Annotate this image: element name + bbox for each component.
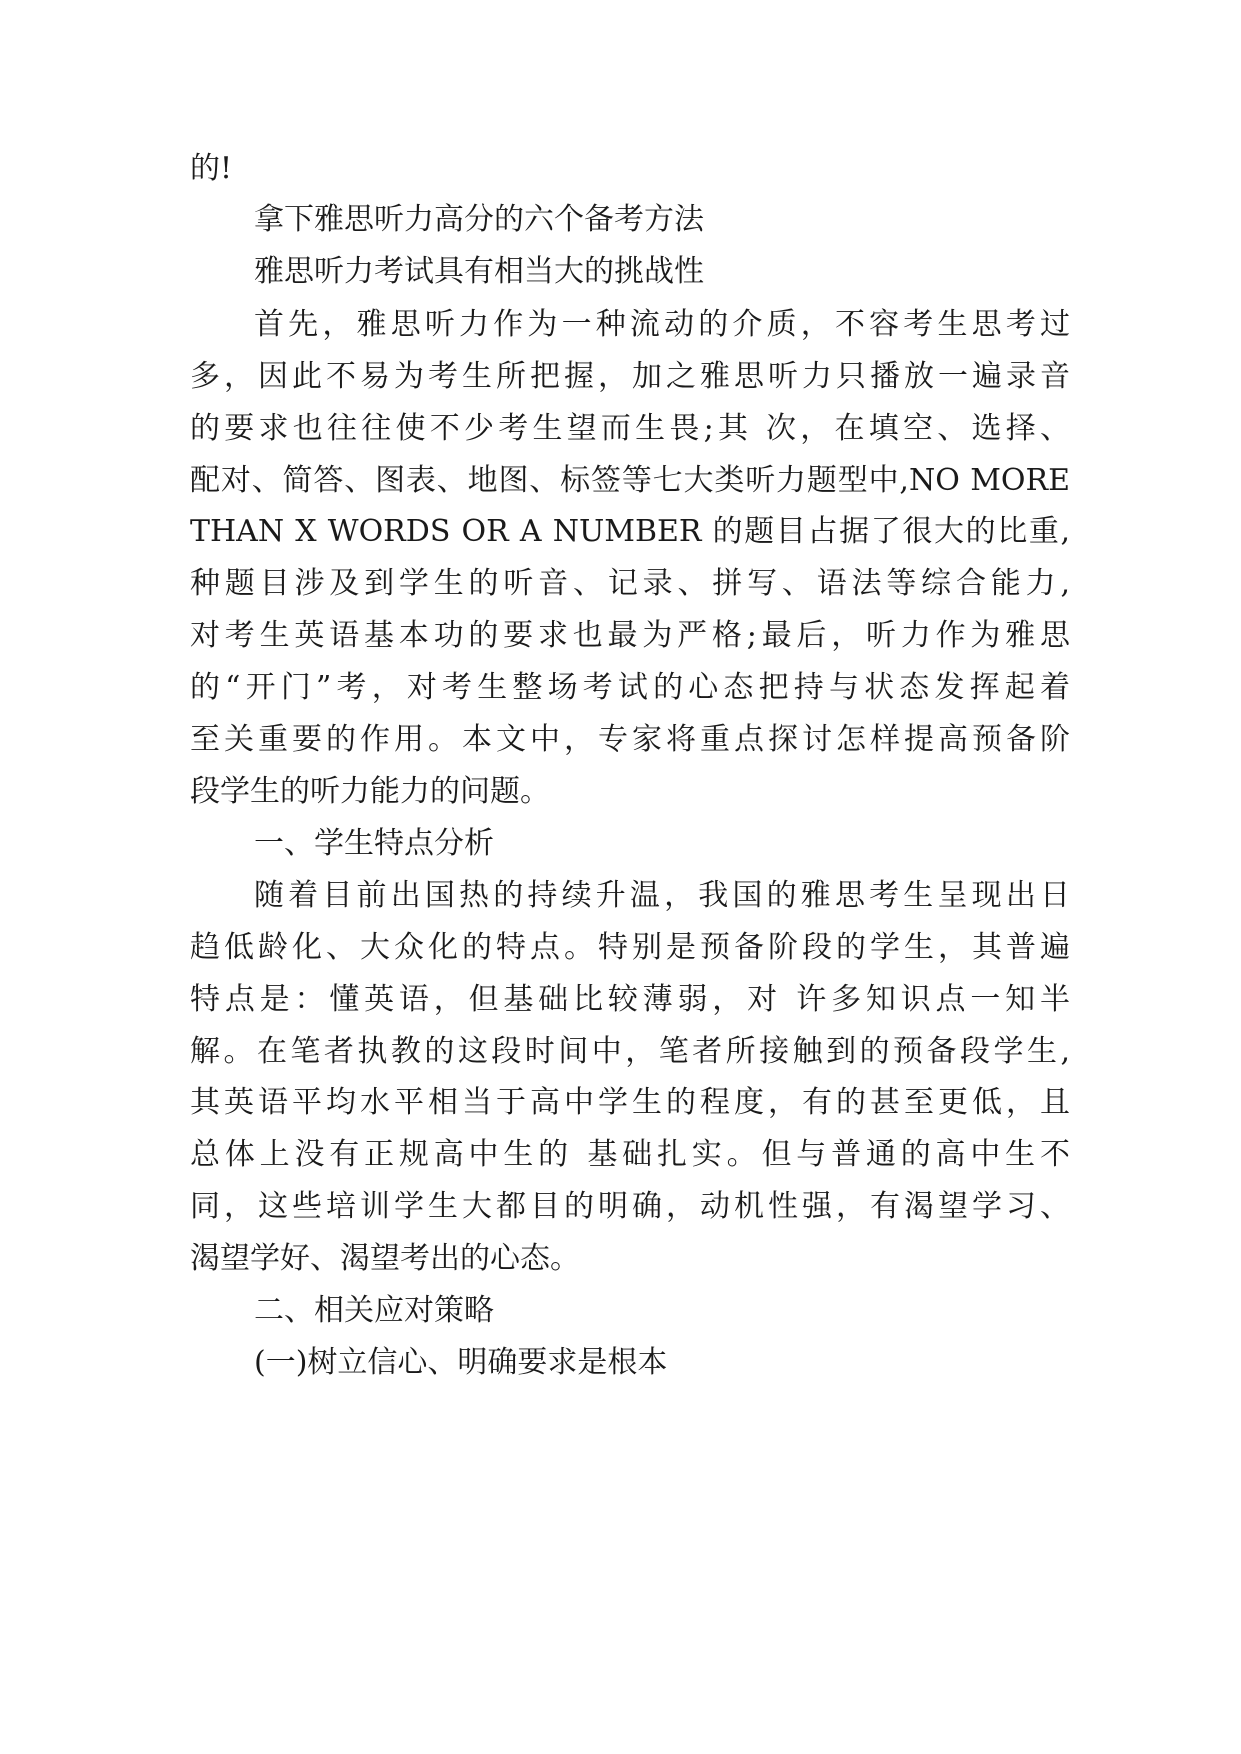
paragraph-line: 其英语平均水平相当于高中学生的程度，有的甚至更低，且 [190,1085,1070,1120]
paragraph-line: 配对、简答、图表、地图、标签等七大类听力题型中,NO MORE [190,463,1070,498]
paragraph-line: 种题目涉及到学生的听音、记录、拼写、语法等综合能力, [190,566,1070,601]
paragraph-line: 随着目前出国热的持续升温，我国的雅思考生呈现出日 [254,878,1070,913]
paragraph-line: 同，这些培训学生大都目的明确，动机性强，有渴望学习、 [190,1189,1070,1224]
paragraph-line: 的要求也往往使不少考生望而生畏;其 次，在填空、选择、 [190,411,1070,446]
paragraph-line: 总体上没有正规高中生的 基础扎实。但与普通的高中生不 [190,1137,1070,1172]
paragraph-line: 特点是：懂英语，但基础比较薄弱，对 许多知识点一知半 [190,982,1070,1017]
paragraph-line: 多，因此不易为考生所把握，加之雅思听力只播放一遍录音 [190,359,1070,394]
section-heading-challenge: 雅思听力考试具有相当大的挑战性 [254,254,704,289]
paragraph-line: 对考生英语基本功的要求也最为严格;最后，听力作为雅思 [190,618,1070,653]
subsection-heading-1: (一)树立信心、明确要求是根本 [254,1345,668,1380]
paragraph-line: 趋低龄化、大众化的特点。特别是预备阶段的学生，其普遍 [190,930,1070,965]
paragraph-line: 至关重要的作用。本文中，专家将重点探讨怎样提高预备阶 [190,722,1070,757]
paragraph-line: 段学生的听力能力的问题。 [190,774,550,809]
paragraph-line: 解。在笔者执教的这段时间中，笔者所接触到的预备段学生, [190,1034,1070,1069]
paragraph-line: 渴望学好、渴望考出的心态。 [190,1241,580,1276]
section-heading-2: 二、相关应对策略 [254,1293,494,1328]
paragraph-line: THAN X WORDS OR A NUMBER 的题目占据了很大的比重, [190,514,1070,549]
paragraph-line: 首先，雅思听力作为一种流动的介质，不容考生思考过 [254,307,1070,342]
text-line-continuation: 的! [190,151,233,186]
section-heading-1: 一、学生特点分析 [254,826,494,861]
paragraph-line: 的“开门”考，对考生整场考试的心态把持与状态发挥起着 [190,670,1070,705]
article-title: 拿下雅思听力高分的六个备考方法 [254,202,704,237]
